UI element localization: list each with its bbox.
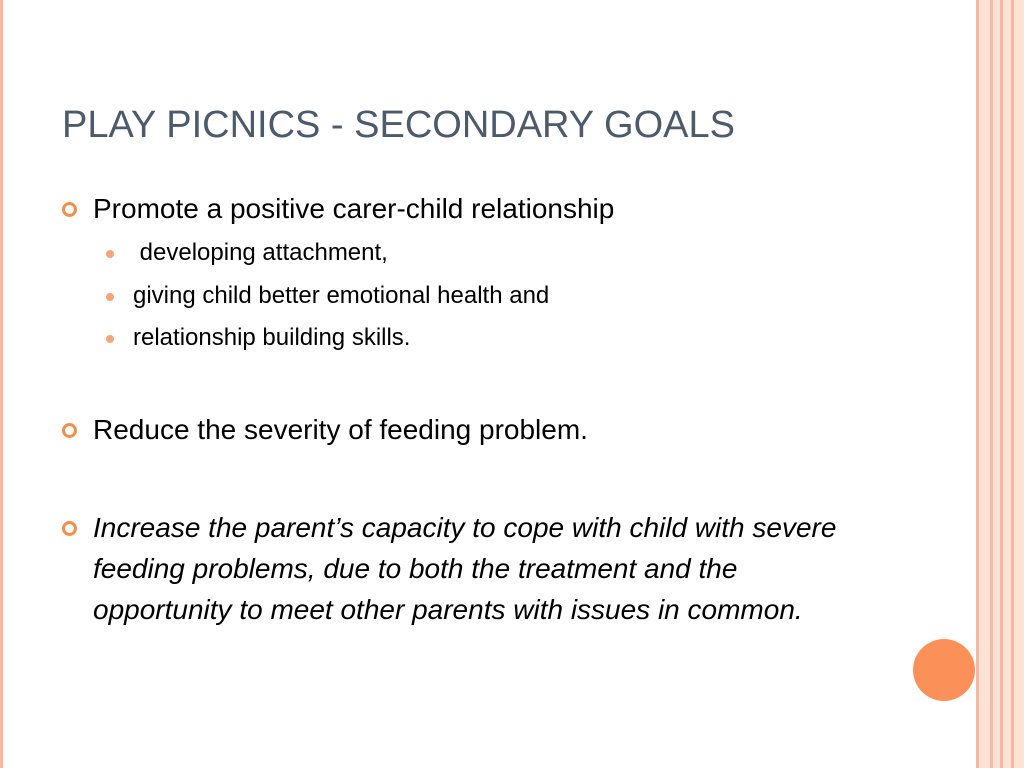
slide-title: PLAY PICNICS - SECONDARY GOALS: [62, 104, 735, 146]
sub-bullet-text: relationship building skills.: [133, 324, 411, 351]
dot-bullet-icon: [106, 250, 114, 258]
bullet-text: Promote a positive carer-child relationship: [93, 193, 615, 224]
dot-bullet-icon: [106, 293, 114, 301]
circle-bullet-icon: [62, 202, 77, 217]
circle-bullet-icon: [62, 423, 77, 438]
decorative-circle: [913, 639, 975, 701]
bullet-text: Reduce the severity of feeding problem.: [93, 414, 588, 445]
right-decoration: [976, 0, 1024, 768]
dot-bullet-icon: [106, 335, 114, 343]
left-border: [0, 0, 3, 768]
sub-bullet-text: developing attachment,: [133, 239, 388, 266]
sub-bullet-text: giving child better emotional health and: [133, 282, 550, 309]
bullet-text: Increase the parent’s capacity to cope with child with severe feeding problems, due to both the treatment and the opportunity to meet other parents with issues in common.: [93, 512, 837, 625]
circle-bullet-icon: [62, 521, 77, 536]
